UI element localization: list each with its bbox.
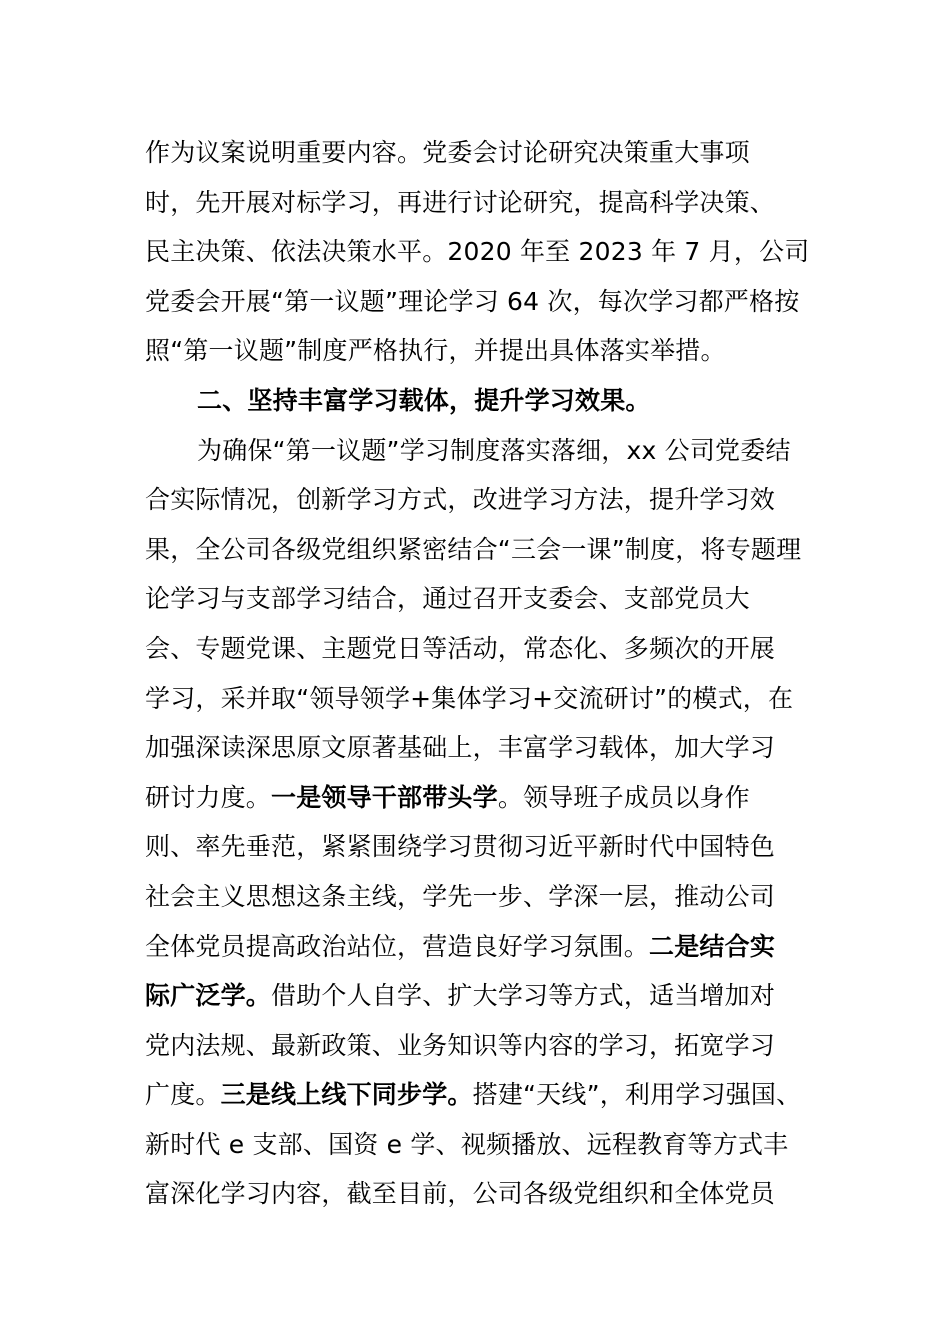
text-line (145, 624, 810, 674)
text-line (145, 1021, 810, 1071)
text-segment: 合实际情况，创新学习方式，改进学习方法，提升学习效 (145, 485, 776, 515)
text-segment: 。领导班子成员以身作 (497, 782, 750, 812)
text-line (145, 525, 810, 575)
text-segment: 时，先开展对标学习，再进行讨论研究，提高科学决策、 (145, 187, 776, 217)
text-line (145, 475, 810, 525)
text-line (145, 822, 810, 872)
text-segment: 借助个人自学、扩大学习等方式，适当增加对 (271, 981, 776, 1011)
text-line (145, 1169, 810, 1219)
bold-phrase: 二、坚持丰富学习载体，提升学习效果。 (197, 385, 651, 415)
text-segment: 研讨力度。 (145, 782, 272, 812)
text-line (145, 426, 810, 476)
text-line (145, 723, 810, 773)
text-segment: 搭建“天线”，利用学习强国、 (472, 1080, 802, 1110)
text-segment: 党内法规、最新政策、业务知识等内容的学习，拓宽学习 (145, 1030, 776, 1060)
text-line (145, 1070, 810, 1120)
bold-phrase: 三是线上线下同步学。 (220, 1080, 473, 1110)
text-line (145, 227, 810, 277)
text-segment: 果，全公司各级党组织紧密结合“三会一课”制度，将专题理 (145, 534, 802, 564)
text-segment: 社会主义思想这条主线，学先一步、学深一层，推动公司 (145, 881, 776, 911)
text-line (145, 1120, 810, 1170)
text-line (145, 773, 810, 823)
text-segment: 则、率先垂范，紧紧围绕学习贯彻习近平新时代中国特色 (145, 832, 776, 862)
text-segment: 全体党员提高政治站位，营造良好学习氛围。 (145, 931, 650, 961)
text-line (145, 922, 810, 972)
text-line (145, 178, 810, 228)
text-segment: 民主决策、依法决策水平。2020 年至 2023 年 7 月，公司 (145, 237, 810, 267)
text-line (145, 128, 810, 178)
text-line (145, 971, 810, 1021)
text-segment: 党委会开展“第一议题”理论学习 64 次，每次学习都严格按 (145, 286, 800, 316)
text-segment: 作为议案说明重要内容。党委会讨论研究决策重大事项 (145, 138, 750, 167)
text-segment: 学习，采并取“领导领学+集体学习+交流研讨”的模式，在 (145, 683, 794, 713)
bold-phrase: 一是领导干部带头学 (271, 782, 498, 812)
bold-phrase: 际广泛学。 (145, 981, 272, 1011)
text-line (145, 574, 810, 624)
text-segment: 论学习与支部学习结合，通过召开支委会、支部党员大 (145, 584, 750, 614)
text-segment: 广度。 (145, 1080, 221, 1110)
text-line (145, 326, 810, 376)
section-heading (145, 376, 810, 426)
text-line (145, 872, 810, 922)
body-text (145, 128, 810, 1219)
text-segment: 为确保“第一议题”学习制度落实落细，xx 公司党委结 (197, 435, 791, 465)
text-segment: 新时代 e 支部、国资 e 学、视频播放、远程教育等方式丰 (145, 1129, 789, 1159)
text-segment: 会、专题党课、主题党日等活动，常态化、多频次的开展 (145, 633, 776, 663)
text-line (145, 674, 810, 724)
bold-phrase: 二是结合实 (649, 931, 776, 961)
text-segment: 富深化学习内容，截至目前，公司各级党组织和全体党员 (145, 1179, 776, 1209)
text-line (145, 277, 810, 327)
text-segment: 加强深读深思原文原著基础上，丰富学习载体，加大学习 (145, 733, 776, 763)
text-segment: 照“第一议题”制度严格执行，并提出具体落实举措。 (145, 336, 726, 366)
